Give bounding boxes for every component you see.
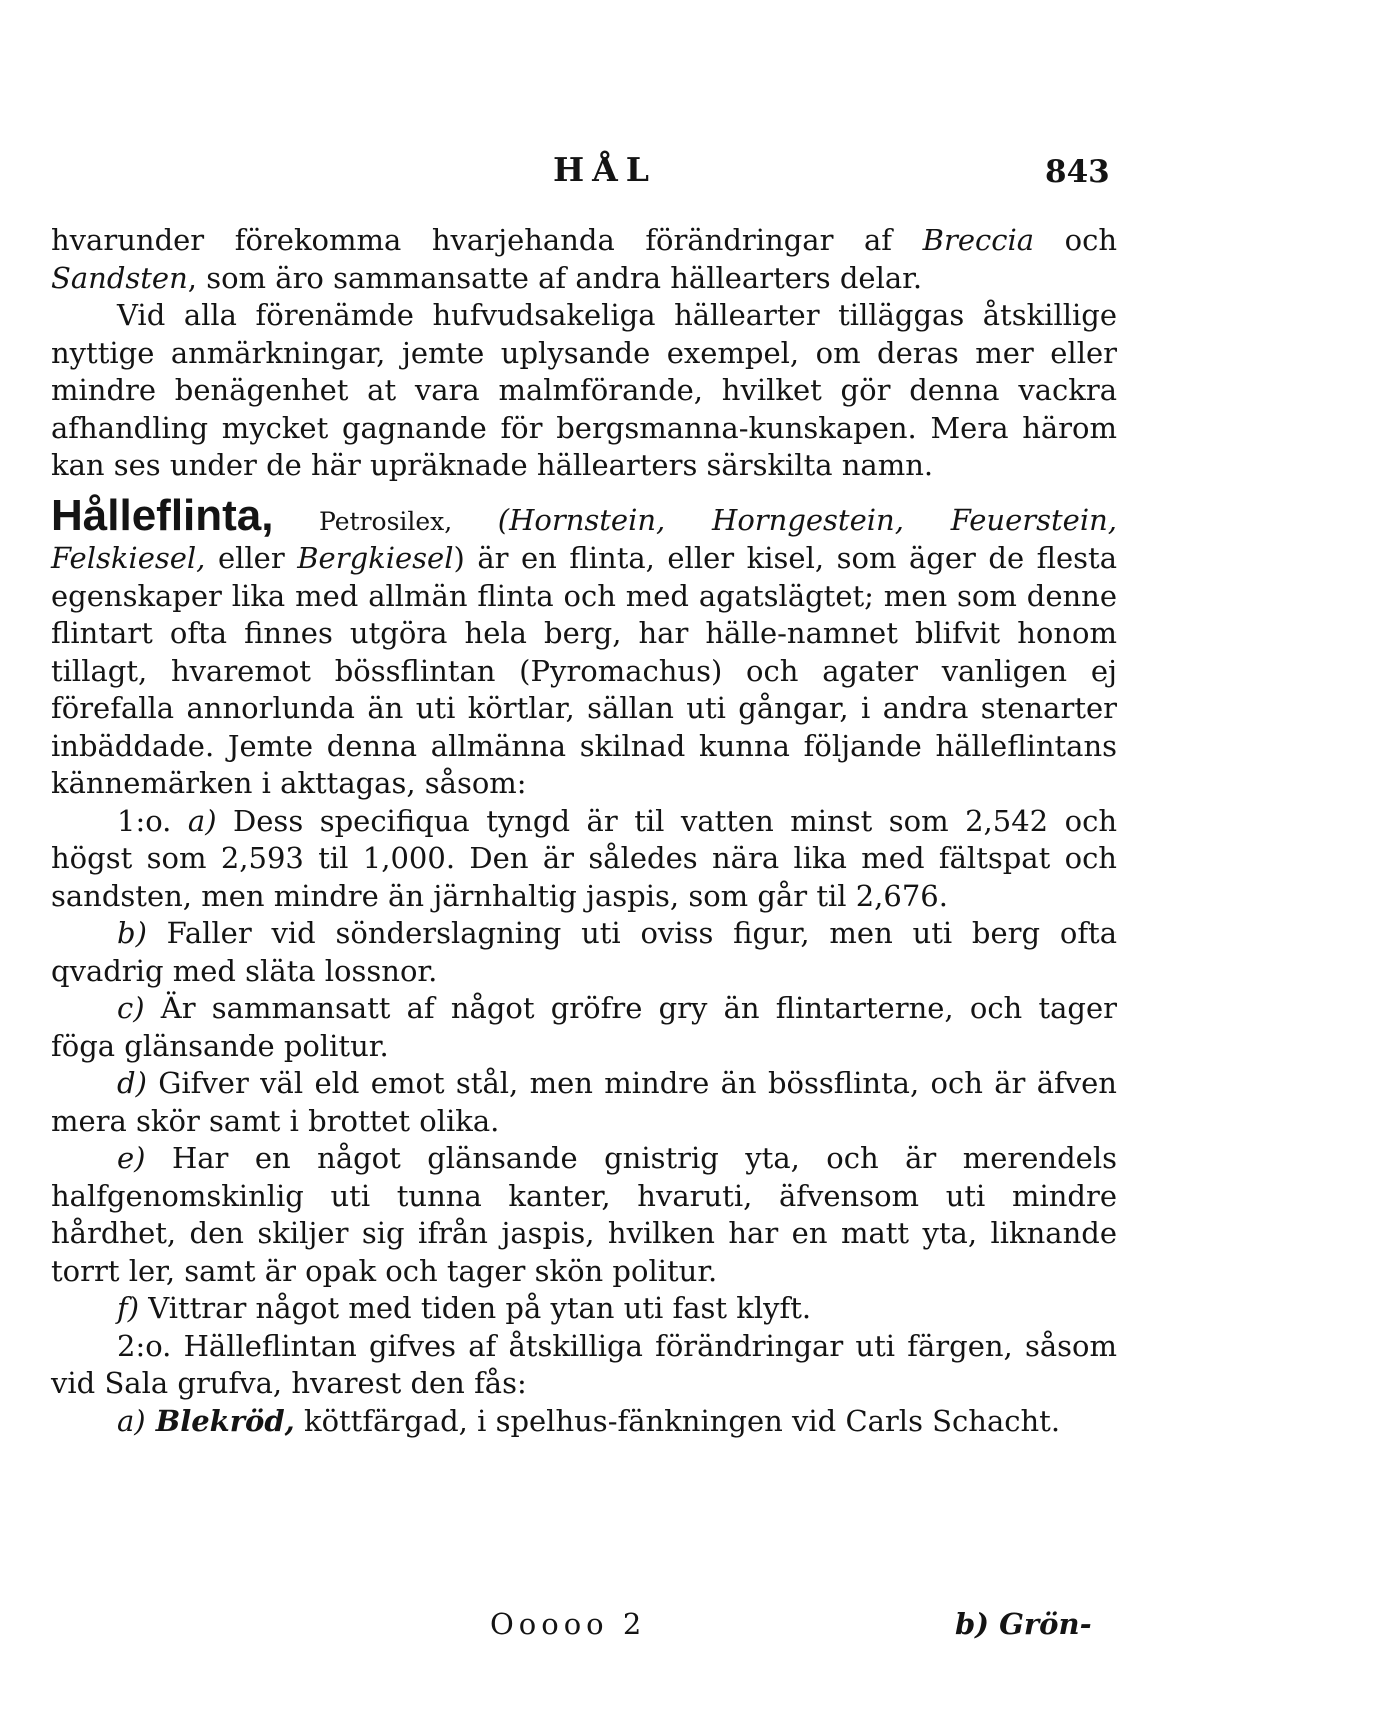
- item-letter: b): [117, 916, 147, 950]
- item-text: köttfärgad, i spelhus-fänkningen vid Carls Schacht.: [294, 1403, 1061, 1438]
- item-letter: c): [117, 991, 145, 1025]
- item-c: [51, 990, 1117, 1065]
- italic-term: Blekröd,: [145, 1403, 295, 1438]
- paragraph-1: [51, 222, 1117, 297]
- item-text: Gifver väl eld emot stål, men mindre än bössflinta, och är äfven mera skör samt i brottet olika.: [51, 1066, 1117, 1138]
- item-d: [51, 1065, 1117, 1140]
- page-footer: [0, 1607, 1400, 1647]
- text-span: och: [1034, 223, 1117, 257]
- paragraph-2: Vid alla förenämde hufvudsakeliga hällearter tilläggas åtskillige nyttige anmärkningar, jemte uplysande exempel, om deras mer eller mindre benägenhet at vara malmförande, hvilket gör denna vackra afhandling mycket gagnande för bergsmanna-kunskapen. Mera härom kan ses under de här upräknade hällearters särskilta namn.: [51, 298, 1117, 482]
- item-e: [51, 1140, 1117, 1290]
- text-span: eller: [205, 541, 298, 575]
- item-number: 1:o.: [117, 803, 172, 838]
- running-header: [0, 150, 1400, 200]
- latin-name: Petrosilex,: [273, 506, 498, 536]
- item-2: 2:o. Hälleflintan gifves af åtskilliga förändringar uti färgen, såsom vid Sala grufva, hvarest den fås:: [51, 1328, 1117, 1400]
- entry-halleflinta: [51, 490, 1117, 803]
- catchword: b) Grön-: [955, 1607, 1092, 1641]
- item-letter: f): [117, 1291, 140, 1325]
- text-span: ) är en flinta, eller kisel, som äger de flesta egenskaper lika med allmän flinta och med agatslägtet; men som denne flintart ofta finnes utgöra hela berg, har hälle-namnet blifvit honom tillagt, hvaremot bössflintan (Pyromachus) och agater vanligen ej förefalla annorlunda än uti körtlar, sällan uti gångar, i andra stenarter inbäddade. Jemte denna allmänna skilnad kunna följande hälleflintans kännemärken i akttagas, såsom:: [51, 541, 1117, 800]
- italic-term: Sandsten: [51, 260, 188, 295]
- item-letter: e): [117, 1141, 146, 1175]
- item-text: Faller vid sönderslagning uti oviss figur, men uti berg ofta qvadrig med släta lossnor.: [51, 916, 1117, 988]
- item-text: Dess specifiqua tyngd är til vatten minst som 2,542 och högst som 2,593 til 1,000. Den är således nära lika med fältspat och sandsten, men mindre än järnhaltig jaspis, som går til 2,676.: [51, 803, 1118, 913]
- entry-headword: Hålleflinta,: [51, 490, 274, 540]
- italic-term: Breccia: [922, 223, 1035, 257]
- item-text: Har en något glänsande gnistrig yta, och är merendels halfgenomskinlig uti tunna kanter, hvaruti, äfvensom uti mindre hårdhet, den skiljer sig ifrån jaspis, hvilken har en matt yta, liknande torrt ler, samt är opak och tager skön politur.: [51, 1141, 1117, 1288]
- signature-mark: Ooooo 2: [490, 1607, 647, 1641]
- synonym: Bergkiesel: [297, 541, 454, 575]
- item-text: Vittrar något med tiden på ytan uti fast klyft.: [139, 1291, 812, 1325]
- page-number: 843: [1045, 154, 1110, 190]
- item-text: Är sammansatt af något gröfre gry än flintarterne, och tager föga glänsande politur.: [51, 991, 1117, 1063]
- text-span: , som äro sammansatte af andra hällearters delar.: [187, 260, 923, 295]
- item-1a: [51, 803, 1117, 916]
- item-letter: a): [117, 1403, 146, 1438]
- item-b: [51, 915, 1117, 990]
- running-title: HÅL: [553, 150, 657, 189]
- synonyms: (Hornstein, Horngestein, Feuerstein, Felskiesel,: [51, 502, 1117, 575]
- item-2a: [51, 1403, 1117, 1441]
- item-letter: d): [117, 1066, 147, 1100]
- text-span: hvarunder förekomma hvarjehanda förändringar af: [51, 223, 923, 257]
- item-letter: a): [187, 803, 217, 838]
- body-text: [51, 222, 1117, 1440]
- item-f: [51, 1290, 1117, 1328]
